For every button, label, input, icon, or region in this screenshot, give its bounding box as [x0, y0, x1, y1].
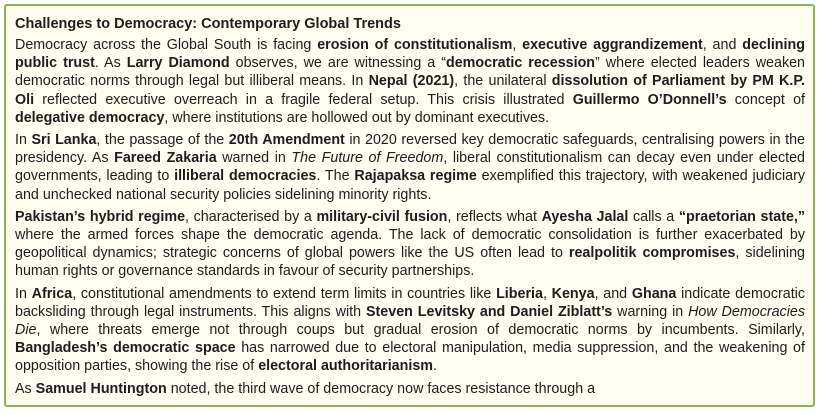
text-run: , where threats emerge not through coups but gradual erosion of democratic norms by incumbents. Similarly, — [36, 322, 805, 339]
text-run: , — [512, 37, 523, 53]
bold-text: Fareed Zakaria — [114, 150, 217, 167]
bold-text: democratic recession — [446, 55, 596, 72]
text-run: In — [15, 285, 32, 302]
bold-text: realpolitik compromises — [568, 245, 736, 262]
text-run: has narrowed due to electoral manipulation, media suppression, and the weakening of opposition parties, showing the rise of — [15, 340, 805, 375]
text-run: . — [432, 358, 437, 375]
text-run: calls a — [628, 208, 679, 225]
text-run: , — [542, 285, 552, 302]
text-run: , constitutional amendments to extend term limits in countries like — [72, 285, 497, 302]
text-run: concept of — [726, 91, 805, 108]
text-run: in 2020 reversed key democratic safeguards, centralising powers in the presidency. As — [15, 132, 806, 167]
bold-text: Bangladesh’s democratic space — [15, 340, 236, 357]
text-run: As — [15, 380, 36, 397]
text-run: , sidelining human rights or governance standards in favour of security partnerships. — [15, 245, 805, 280]
bold-text: Samuel Huntington — [35, 380, 167, 397]
text-run: , liberal constitutionalism can decay even under elected governments, leading to — [15, 150, 806, 185]
text-run: , characterised by a — [185, 208, 317, 225]
bold-text: erosion of constitutionalism — [317, 37, 513, 53]
text-run: noted, the third wave of democracy now faces resistance through a — [166, 380, 596, 397]
text-run: , reflects what — [447, 208, 542, 225]
bold-text: Guillermo O’Donnell’s — [572, 91, 727, 108]
bold-text: illiberal democracies — [174, 168, 317, 185]
bold-text: Pakistan’s hybrid regime — [15, 208, 186, 225]
text-run: indicate democratic backsliding through legal instruments. This aligns with — [15, 285, 805, 320]
bold-text: dissolution of Parliament by PM K.P. Oli — [15, 73, 806, 108]
bold-text: executive aggrandizement — [522, 37, 703, 53]
text-run: reflected executive overreach in a fragile federal setup. This crisis illustrated — [34, 91, 573, 108]
text-run: In — [15, 132, 32, 149]
text-run: , the unilateral — [454, 73, 552, 90]
bold-text: military-civil fusion — [316, 208, 448, 225]
italic-text: How Democracies Die — [15, 303, 805, 339]
text-run: , and — [702, 37, 743, 53]
bold-text: Nepal (2021) — [368, 73, 455, 90]
italic-text: The Future of Freedom — [291, 150, 444, 167]
body-text — [15, 36, 805, 398]
text-run: , the passage of the — [96, 132, 229, 149]
text-run: . The — [316, 168, 355, 185]
paragraph-3 — [15, 208, 805, 281]
text-run: . As — [94, 55, 127, 72]
text-run: Democracy across the Global South is facing — [15, 37, 318, 53]
text-run: warned in — [216, 150, 292, 167]
text-run: exemplified this trajectory, with weakened judiciary and unchecked national security policies sidelining minority rights. — [15, 168, 805, 203]
text-run: warning in — [612, 303, 689, 320]
bold-text: Steven Levitsky and Daniel Ziblatt’s — [366, 303, 613, 320]
section-title: Challenges to Democracy: Contemporary Global Trends — [15, 16, 401, 32]
text-run: , and — [594, 285, 632, 302]
paragraph-2 — [15, 131, 805, 204]
paragraph-1 — [15, 36, 805, 127]
bold-text: Ghana — [631, 285, 677, 302]
text-run: , where institutions are hollowed out by dominant executives. — [164, 109, 550, 126]
text-run: observes, we are witnessing a “ — [229, 55, 446, 72]
content-box — [4, 4, 815, 407]
bold-text: declining public trust — [15, 37, 805, 72]
paragraph-5 — [15, 380, 805, 398]
bold-text: delegative democracy — [15, 109, 165, 126]
bold-text: electoral authoritarianism — [258, 358, 433, 375]
bold-text: Sri Lanka — [31, 132, 97, 149]
bold-text: Ayesha Jalal — [541, 208, 629, 225]
bold-text: Larry Diamond — [126, 55, 230, 72]
text-run: where the armed forces shape the democratic agenda. The lack of democratic consolidation is further exacerbated by geopolitical dynamics; strategic concerns of global powers like the US often lead to — [15, 227, 805, 262]
paragraph-4 — [15, 285, 805, 376]
bold-text: 20th Amendment — [228, 132, 345, 149]
bold-text: “praetorian state,” — [678, 208, 806, 225]
bold-text: Kenya — [551, 285, 595, 302]
bold-text: Rajapaksa regime — [354, 168, 477, 185]
bold-text: Liberia — [496, 285, 543, 302]
bold-text: Africa — [31, 285, 73, 302]
text-run: ” where elected leaders weaken democratic norms through legal but illiberal means. In — [15, 55, 805, 90]
